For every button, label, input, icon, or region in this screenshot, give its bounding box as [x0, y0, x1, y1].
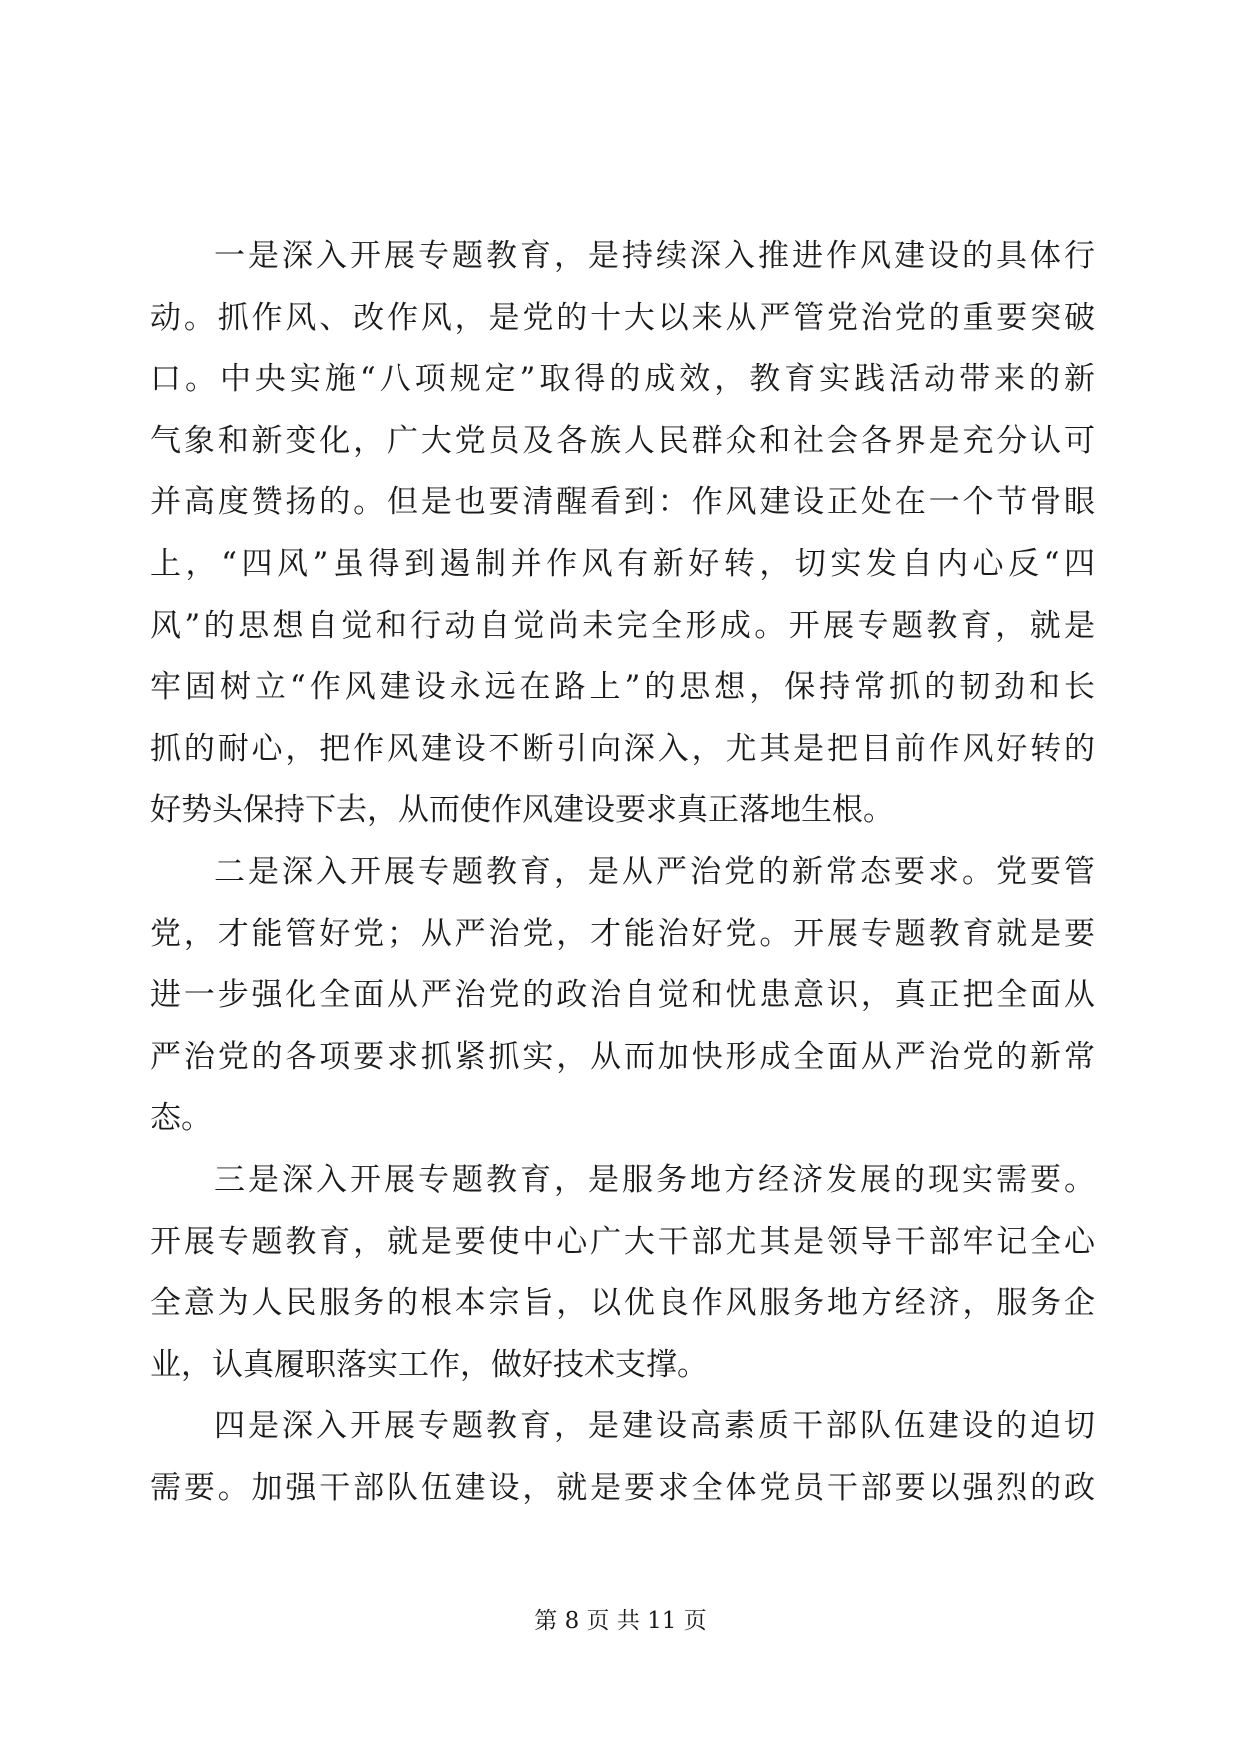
text-line: 牢固树立“作风建设永远在路上”的思想，保持常抓的韧劲和长 [150, 669, 1095, 706]
text-line: 气象和新变化，广大党员及各族人民群众和社会各界是充分认可 [150, 422, 1095, 459]
text-line: 上，“四风”虽得到遏制并作风有新好转，切实发自内心反“四 [150, 545, 1095, 582]
text-line: 风”的思想自觉和行动自觉尚未完全形成。开展专题教育，就是 [150, 607, 1095, 644]
text-line: 四是深入开展专题教育，是建设高素质干部队伍建设的迫切 [214, 1408, 1095, 1445]
text-line: 业，认真履职落实工作，做好技术支撑。 [150, 1346, 708, 1383]
text-line: 全意为人民服务的根本宗旨，以优良作风服务地方经济，服务企 [150, 1285, 1095, 1322]
paragraph-3 [150, 1150, 1095, 1396]
text-line: 三是深入开展专题教育，是服务地方经济发展的现实需要。 [214, 1161, 1095, 1198]
text-line: 并高度赞扬的。但是也要清醒看到：作风建设正处在一个节骨眼 [150, 484, 1095, 521]
text-line: 进一步强化全面从严治党的政治自觉和忧患意识，真正把全面从 [150, 977, 1095, 1014]
text-line: 严治党的各项要求抓紧抓实，从而加快形成全面从严治党的新常 [150, 1038, 1095, 1075]
paragraph-2 [150, 842, 1095, 1150]
text-line: 口。中央实施“八项规定”取得的成效，教育实践活动带来的新 [150, 361, 1095, 398]
text-line: 需要。加强干部队伍建设，就是要求全体党员干部要以强烈的政 [150, 1469, 1095, 1506]
text-line: 态。 [150, 1100, 212, 1137]
page-number-footer: 第 8 页 共 11 页 [534, 1608, 707, 1634]
text-line: 抓的耐心，把作风建设不断引向深入，尤其是把目前作风好转的 [150, 730, 1095, 767]
text-line: 动。抓作风、改作风，是党的十大以来从严管党治党的重要突破 [150, 299, 1095, 336]
paragraph-4 [150, 1396, 1095, 1519]
paragraph-1 [150, 226, 1095, 842]
document-body [150, 226, 1095, 1519]
text-line: 开展专题教育，就是要使中心广大干部尤其是领导干部牢记全心 [150, 1223, 1095, 1260]
text-line: 好势头保持下去，从而使作风建设要求真正落地生根。 [150, 792, 894, 829]
text-line: 党，才能管好党；从严治党，才能治好党。开展专题教育就是要 [150, 915, 1095, 952]
text-line: 一是深入开展专题教育，是持续深入推进作风建设的具体行 [214, 238, 1095, 274]
text-line: 二是深入开展专题教育，是从严治党的新常态要求。党要管 [214, 853, 1095, 890]
